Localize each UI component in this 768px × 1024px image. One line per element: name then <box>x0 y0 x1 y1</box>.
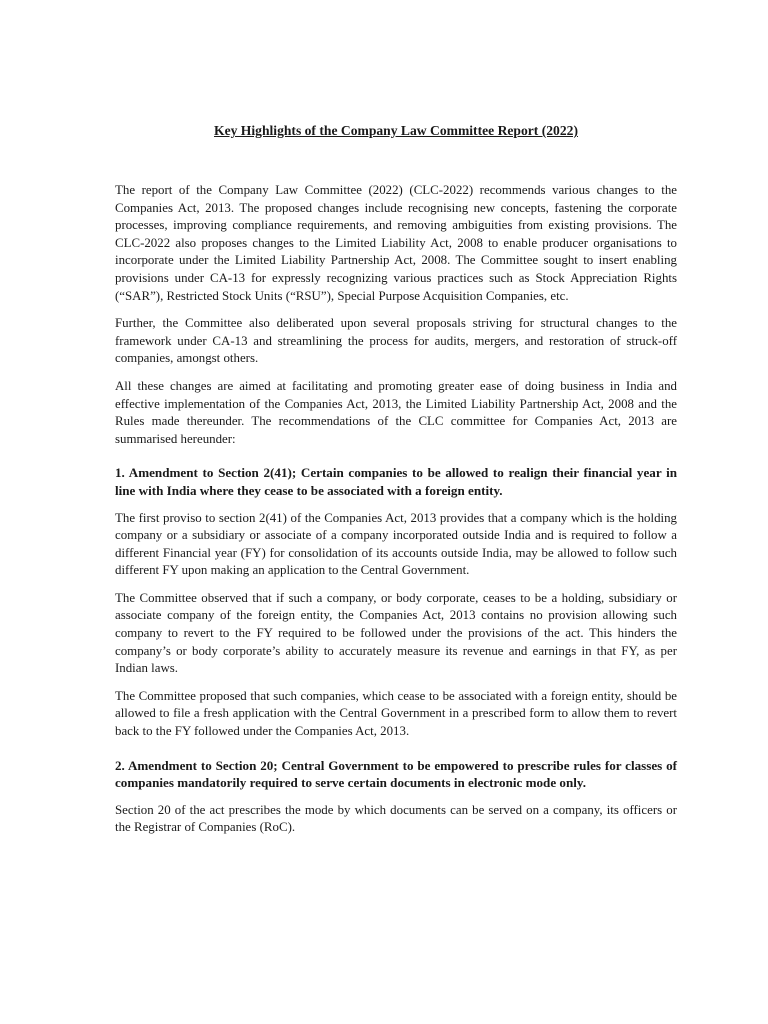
section-paragraph: The first proviso to section 2(41) of the Companies Act, 2013 provides that a company which is the holding company or a subsidiary or associate of a company incorporated outside India and is required to follow a different Financial year (FY) for consolidation of its accounts outside India, may be allowed to follow such different FY upon making an application to the Central Government. <box>115 510 677 578</box>
section-heading: 1. Amendment to Section 2(41); Certain companies to be allowed to realign their financial year in line with India where they cease to be associated with a foreign entity. <box>115 465 677 498</box>
intro-paragraph: The report of the Company Law Committee (2022) (CLC-2022) recommends various changes to the Companies Act, 2013. The proposed changes include recognising new concepts, fastening the corporate processes, improving compliance requirements, and removing ambiguities from existing provisions. The CLC-2022 also proposes changes to the Limited Liability Act, 2008 to enable producer organisations to incorporate under the Limited Liability Partnership Act, 2008. The Committee sought to insert enabling provisions under CA-13 for expressly recognizing various practices such as Stock Appreciation Rights (“SAR”), Restricted Stock Units (“RSU”), Special Purpose Acquisition Companies, etc. <box>115 183 677 303</box>
section-paragraph: The Committee observed that if such a company, or body corporate, ceases to be a holding, subsidiary or associate company of the foreign entity, the Companies Act, 2013 contains no provision allowing such company to revert to the FY required to be followed under the provisions of the act. This hinders the company’s or body corporate’s ability to accurately measure its revenue and earnings in that FY, as per Indian laws. <box>115 590 677 676</box>
section-paragraph: Section 20 of the act prescribes the mode by which documents can be served on a company, its officers or the Registrar of Companies (RoC). <box>115 802 677 835</box>
section-paragraph: The Committee proposed that such companies, which cease to be associated with a foreign entity, should be allowed to file a fresh application with the Central Government in a prescribed form to allow them to revert back to the FY followed under the Companies Act, 2013. <box>115 688 677 739</box>
document-title: Key Highlights of the Company Law Committee Report (2022) <box>214 123 578 138</box>
intro-paragraph: All these changes are aimed at facilitating and promoting greater ease of doing business in India and effective implementation of the Companies Act, 2013, the Limited Liability Partnership Act, 2008 and the Rules made thereunder. The recommendations of the CLC committee for Companies Act, 2013 are summarised hereunder: <box>115 378 677 446</box>
intro-paragraph: Further, the Committee also deliberated upon several proposals striving for structural changes to the framework under CA-13 and streamlining the process for audits, mergers, and restoration of struck-off companies, amongst others. <box>115 316 677 366</box>
section-heading: 2. Amendment to Section 20; Central Government to be empowered to prescribe rules for classes of companies mandatorily required to serve certain documents in electronic mode only. <box>115 757 677 791</box>
document-page <box>115 122 677 847</box>
